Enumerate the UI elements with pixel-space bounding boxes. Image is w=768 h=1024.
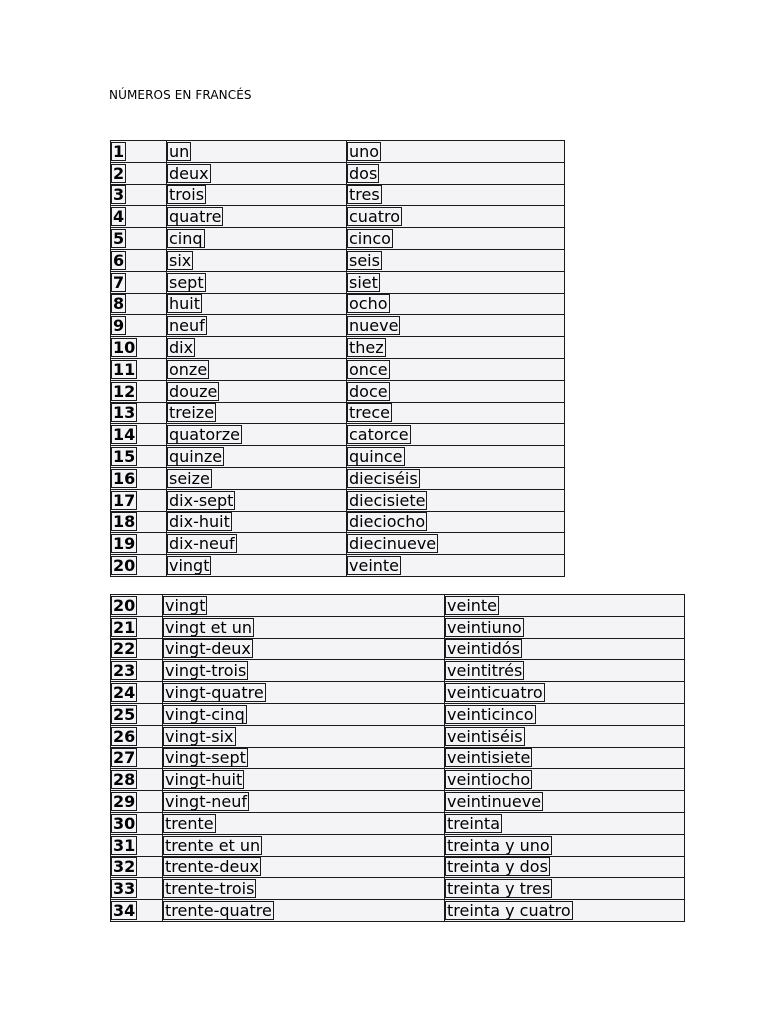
spanish-word-text: trece bbox=[349, 403, 390, 423]
spanish-word-text: treinta y dos bbox=[447, 857, 548, 877]
number-cell bbox=[111, 878, 163, 900]
number-text: 4 bbox=[113, 207, 125, 227]
french-word-cell bbox=[167, 337, 347, 359]
spanish-word-text: veinte bbox=[447, 595, 498, 615]
number-cell bbox=[111, 293, 167, 315]
number-text: 8 bbox=[113, 294, 125, 314]
spanish-word-text: diecisiete bbox=[349, 490, 426, 510]
number-text: 21 bbox=[113, 617, 136, 637]
spanish-word-cell bbox=[347, 271, 565, 293]
number-cell bbox=[111, 162, 167, 184]
number-cell bbox=[111, 337, 167, 359]
spanish-word-cell bbox=[347, 467, 565, 489]
french-word-text: quatorze bbox=[169, 425, 240, 445]
table-row bbox=[111, 249, 565, 271]
number-cell bbox=[111, 489, 167, 511]
french-word-text: vingt-cinq bbox=[165, 704, 245, 724]
number-cell bbox=[111, 747, 163, 769]
number-text: 10 bbox=[113, 338, 136, 358]
table-row bbox=[111, 271, 565, 293]
french-word-text: un bbox=[169, 141, 190, 161]
number-text: 14 bbox=[113, 425, 136, 445]
number-text: 28 bbox=[113, 770, 136, 790]
number-cell bbox=[111, 725, 163, 747]
spanish-word-cell bbox=[445, 703, 685, 725]
french-word-cell bbox=[163, 791, 445, 813]
spanish-word-cell bbox=[347, 337, 565, 359]
number-text: 15 bbox=[113, 447, 136, 467]
spanish-word-text: veintidós bbox=[447, 639, 520, 659]
french-word-text: dix-huit bbox=[169, 512, 230, 532]
spanish-word-text: treinta y cuatro bbox=[447, 901, 571, 921]
table-row bbox=[111, 141, 565, 163]
french-word-text: vingt-neuf bbox=[165, 792, 248, 812]
french-word-text: dix bbox=[169, 338, 194, 358]
french-word-cell bbox=[163, 834, 445, 856]
table-row bbox=[111, 638, 685, 660]
french-word-text: seize bbox=[169, 468, 210, 488]
spanish-word-cell bbox=[347, 249, 565, 271]
spanish-word-cell bbox=[445, 660, 685, 682]
french-word-text: douze bbox=[169, 381, 218, 401]
spanish-word-cell bbox=[445, 812, 685, 834]
table-row bbox=[111, 725, 685, 747]
number-text: 20 bbox=[113, 556, 136, 576]
french-word-text: trente-trois bbox=[165, 879, 255, 899]
spanish-word-cell bbox=[445, 747, 685, 769]
french-word-cell bbox=[163, 812, 445, 834]
french-word-cell bbox=[163, 616, 445, 638]
french-word-text: dix-neuf bbox=[169, 534, 235, 554]
table-row bbox=[111, 856, 685, 878]
spanish-word-text: quince bbox=[349, 447, 403, 467]
table-row bbox=[111, 162, 565, 184]
spanish-word-cell bbox=[445, 595, 685, 617]
number-cell bbox=[111, 682, 163, 704]
spanish-word-cell bbox=[347, 489, 565, 511]
table-row bbox=[111, 402, 565, 424]
number-cell bbox=[111, 402, 167, 424]
french-word-cell bbox=[167, 206, 347, 228]
spanish-word-text: nueve bbox=[349, 316, 399, 336]
spanish-word-text: dieciséis bbox=[349, 468, 418, 488]
spanish-word-cell bbox=[347, 380, 565, 402]
french-word-text: cinq bbox=[169, 229, 203, 249]
spanish-word-text: uno bbox=[349, 141, 380, 161]
spanish-word-cell bbox=[445, 791, 685, 813]
spanish-word-cell bbox=[347, 533, 565, 555]
spanish-word-text: treinta bbox=[447, 813, 501, 833]
french-word-text: vingt-six bbox=[165, 726, 234, 746]
spanish-word-cell bbox=[445, 856, 685, 878]
spanish-word-text: dos bbox=[349, 163, 378, 183]
french-word-cell bbox=[163, 878, 445, 900]
french-word-cell bbox=[167, 555, 347, 577]
spanish-word-text: treinta y uno bbox=[447, 835, 550, 855]
number-text: 2 bbox=[113, 163, 125, 183]
spanish-word-cell bbox=[347, 206, 565, 228]
number-text: 30 bbox=[113, 813, 136, 833]
spanish-word-text: veinticinco bbox=[447, 704, 534, 724]
number-cell bbox=[111, 660, 163, 682]
number-text: 16 bbox=[113, 468, 136, 488]
spanish-word-text: veintisiete bbox=[447, 748, 531, 768]
number-text: 6 bbox=[113, 250, 125, 270]
number-text: 19 bbox=[113, 534, 136, 554]
french-word-cell bbox=[167, 315, 347, 337]
numbers-table-1-body bbox=[111, 141, 565, 577]
spanish-word-cell bbox=[445, 616, 685, 638]
number-text: 17 bbox=[113, 490, 136, 510]
spanish-word-text: treinta y tres bbox=[447, 879, 551, 899]
french-word-cell bbox=[167, 467, 347, 489]
french-word-text: deux bbox=[169, 163, 209, 183]
number-text: 33 bbox=[113, 879, 136, 899]
table-row bbox=[111, 769, 685, 791]
number-cell bbox=[111, 812, 163, 834]
table-row bbox=[111, 791, 685, 813]
french-word-cell bbox=[163, 747, 445, 769]
number-cell bbox=[111, 555, 167, 577]
table-row bbox=[111, 337, 565, 359]
spanish-word-cell bbox=[347, 184, 565, 206]
number-text: 34 bbox=[113, 901, 136, 921]
french-word-text: vingt bbox=[165, 595, 206, 615]
table-row bbox=[111, 446, 565, 468]
number-cell bbox=[111, 791, 163, 813]
spanish-word-text: cuatro bbox=[349, 207, 401, 227]
spanish-word-text: tres bbox=[349, 185, 380, 205]
number-text: 12 bbox=[113, 381, 136, 401]
spanish-word-cell bbox=[347, 162, 565, 184]
french-word-text: trente et un bbox=[165, 835, 261, 855]
table-row bbox=[111, 228, 565, 250]
numbers-table-20-to-34 bbox=[110, 594, 685, 922]
spanish-word-text: veintitrés bbox=[447, 661, 523, 681]
french-word-cell bbox=[167, 184, 347, 206]
french-word-cell bbox=[163, 725, 445, 747]
number-cell bbox=[111, 141, 167, 163]
french-word-text: six bbox=[169, 250, 192, 270]
spanish-word-cell bbox=[445, 834, 685, 856]
number-text: 27 bbox=[113, 748, 136, 768]
spanish-word-cell bbox=[347, 358, 565, 380]
number-cell bbox=[111, 533, 167, 555]
number-text: 22 bbox=[113, 639, 136, 659]
number-cell bbox=[111, 315, 167, 337]
french-word-text: vingt-quatre bbox=[165, 683, 264, 703]
number-cell bbox=[111, 424, 167, 446]
table-row bbox=[111, 511, 565, 533]
numbers-table-2-body bbox=[111, 595, 685, 922]
number-text: 3 bbox=[113, 185, 125, 205]
french-word-cell bbox=[167, 380, 347, 402]
french-word-text: trente-quatre bbox=[165, 901, 272, 921]
spanish-word-cell bbox=[347, 293, 565, 315]
table-row bbox=[111, 184, 565, 206]
spanish-word-cell bbox=[347, 228, 565, 250]
french-word-text: quinze bbox=[169, 447, 223, 467]
french-word-cell bbox=[167, 533, 347, 555]
number-text: 23 bbox=[113, 661, 136, 681]
spanish-word-cell bbox=[347, 446, 565, 468]
french-word-text: treize bbox=[169, 403, 215, 423]
table-row bbox=[111, 878, 685, 900]
spanish-word-cell bbox=[347, 555, 565, 577]
number-cell bbox=[111, 856, 163, 878]
french-word-text: vingt-deux bbox=[165, 639, 251, 659]
number-text: 24 bbox=[113, 683, 136, 703]
number-text: 32 bbox=[113, 857, 136, 877]
number-cell bbox=[111, 228, 167, 250]
spanish-word-text: veintiuno bbox=[447, 617, 522, 637]
number-cell bbox=[111, 380, 167, 402]
table-row bbox=[111, 424, 565, 446]
spanish-word-text: dieciocho bbox=[349, 512, 426, 532]
spanish-word-text: catorce bbox=[349, 425, 409, 445]
french-word-cell bbox=[167, 511, 347, 533]
french-word-cell bbox=[163, 682, 445, 704]
number-cell bbox=[111, 769, 163, 791]
number-cell bbox=[111, 184, 167, 206]
table-row bbox=[111, 595, 685, 617]
number-text: 18 bbox=[113, 512, 136, 532]
number-cell bbox=[111, 358, 167, 380]
number-text: 11 bbox=[113, 359, 136, 379]
spanish-word-text: veinticuatro bbox=[447, 683, 543, 703]
number-cell bbox=[111, 900, 163, 922]
table-row bbox=[111, 812, 685, 834]
number-cell bbox=[111, 446, 167, 468]
french-word-cell bbox=[167, 489, 347, 511]
french-word-text: vingt-trois bbox=[165, 661, 247, 681]
spanish-word-text: once bbox=[349, 359, 388, 379]
number-cell bbox=[111, 511, 167, 533]
spanish-word-text: veintiocho bbox=[447, 770, 531, 790]
french-word-text: sept bbox=[169, 272, 204, 292]
number-text: 31 bbox=[113, 835, 136, 855]
french-word-cell bbox=[167, 293, 347, 315]
french-word-cell bbox=[167, 358, 347, 380]
french-word-text: trois bbox=[169, 185, 205, 205]
table-row bbox=[111, 682, 685, 704]
number-text: 5 bbox=[113, 229, 125, 249]
french-word-cell bbox=[163, 769, 445, 791]
table-row bbox=[111, 315, 565, 337]
spanish-word-text: veintiséis bbox=[447, 726, 523, 746]
french-word-text: vingt-huit bbox=[165, 770, 243, 790]
french-word-text: vingt et un bbox=[165, 617, 253, 637]
table-row bbox=[111, 206, 565, 228]
spanish-word-text: ocho bbox=[349, 294, 388, 314]
french-word-text: trente-deux bbox=[165, 857, 259, 877]
french-word-text: huit bbox=[169, 294, 200, 314]
number-cell bbox=[111, 703, 163, 725]
french-word-cell bbox=[167, 162, 347, 184]
number-cell bbox=[111, 249, 167, 271]
table-row bbox=[111, 293, 565, 315]
french-word-cell bbox=[167, 402, 347, 424]
table-row bbox=[111, 616, 685, 638]
table-row bbox=[111, 703, 685, 725]
spanish-word-cell bbox=[445, 769, 685, 791]
french-word-cell bbox=[163, 660, 445, 682]
number-cell bbox=[111, 206, 167, 228]
french-word-cell bbox=[167, 446, 347, 468]
number-text: 7 bbox=[113, 272, 125, 292]
table-row bbox=[111, 660, 685, 682]
numbers-table-1-to-20 bbox=[110, 140, 565, 577]
spanish-word-text: doce bbox=[349, 381, 388, 401]
spanish-word-cell bbox=[445, 638, 685, 660]
table-row bbox=[111, 900, 685, 922]
spanish-word-text: diecinueve bbox=[349, 534, 437, 554]
spanish-word-text: thez bbox=[349, 338, 384, 358]
number-text: 20 bbox=[113, 595, 136, 615]
french-word-cell bbox=[167, 141, 347, 163]
number-text: 13 bbox=[113, 403, 136, 423]
spanish-word-cell bbox=[347, 511, 565, 533]
french-word-cell bbox=[163, 900, 445, 922]
french-word-text: trente bbox=[165, 813, 214, 833]
spanish-word-cell bbox=[445, 725, 685, 747]
table-row bbox=[111, 747, 685, 769]
number-cell bbox=[111, 638, 163, 660]
french-word-cell bbox=[163, 595, 445, 617]
number-text: 26 bbox=[113, 726, 136, 746]
french-word-cell bbox=[167, 249, 347, 271]
table-row bbox=[111, 467, 565, 489]
table-row bbox=[111, 489, 565, 511]
french-word-cell bbox=[167, 271, 347, 293]
spanish-word-text: seis bbox=[349, 250, 380, 270]
table-row bbox=[111, 358, 565, 380]
number-text: 1 bbox=[113, 141, 125, 161]
number-cell bbox=[111, 595, 163, 617]
spanish-word-cell bbox=[445, 900, 685, 922]
french-word-cell bbox=[163, 703, 445, 725]
spanish-word-cell bbox=[445, 682, 685, 704]
spanish-word-cell bbox=[445, 878, 685, 900]
spanish-word-cell bbox=[347, 402, 565, 424]
french-word-text: neuf bbox=[169, 316, 205, 336]
spanish-word-text: siet bbox=[349, 272, 378, 292]
french-word-text: dix-sept bbox=[169, 490, 234, 510]
spanish-word-text: cinco bbox=[349, 229, 391, 249]
spanish-word-cell bbox=[347, 315, 565, 337]
french-word-text: vingt bbox=[169, 556, 210, 576]
french-word-cell bbox=[163, 856, 445, 878]
table-row bbox=[111, 555, 565, 577]
number-text: 25 bbox=[113, 704, 136, 724]
number-text: 29 bbox=[113, 792, 136, 812]
spanish-word-text: veinte bbox=[349, 556, 400, 576]
table-row bbox=[111, 834, 685, 856]
spanish-word-cell bbox=[347, 424, 565, 446]
number-cell bbox=[111, 616, 163, 638]
table-row bbox=[111, 380, 565, 402]
number-cell bbox=[111, 467, 167, 489]
document-title: NÚMEROS EN FRANCÉS bbox=[109, 88, 252, 102]
french-word-text: quatre bbox=[169, 207, 222, 227]
french-word-text: onze bbox=[169, 359, 208, 379]
number-cell bbox=[111, 271, 167, 293]
french-word-cell bbox=[167, 228, 347, 250]
number-text: 9 bbox=[113, 316, 125, 336]
french-word-cell bbox=[163, 638, 445, 660]
french-word-text: vingt-sept bbox=[165, 748, 246, 768]
spanish-word-cell bbox=[347, 141, 565, 163]
number-cell bbox=[111, 834, 163, 856]
french-word-cell bbox=[167, 424, 347, 446]
spanish-word-text: veintinueve bbox=[447, 792, 542, 812]
table-row bbox=[111, 533, 565, 555]
